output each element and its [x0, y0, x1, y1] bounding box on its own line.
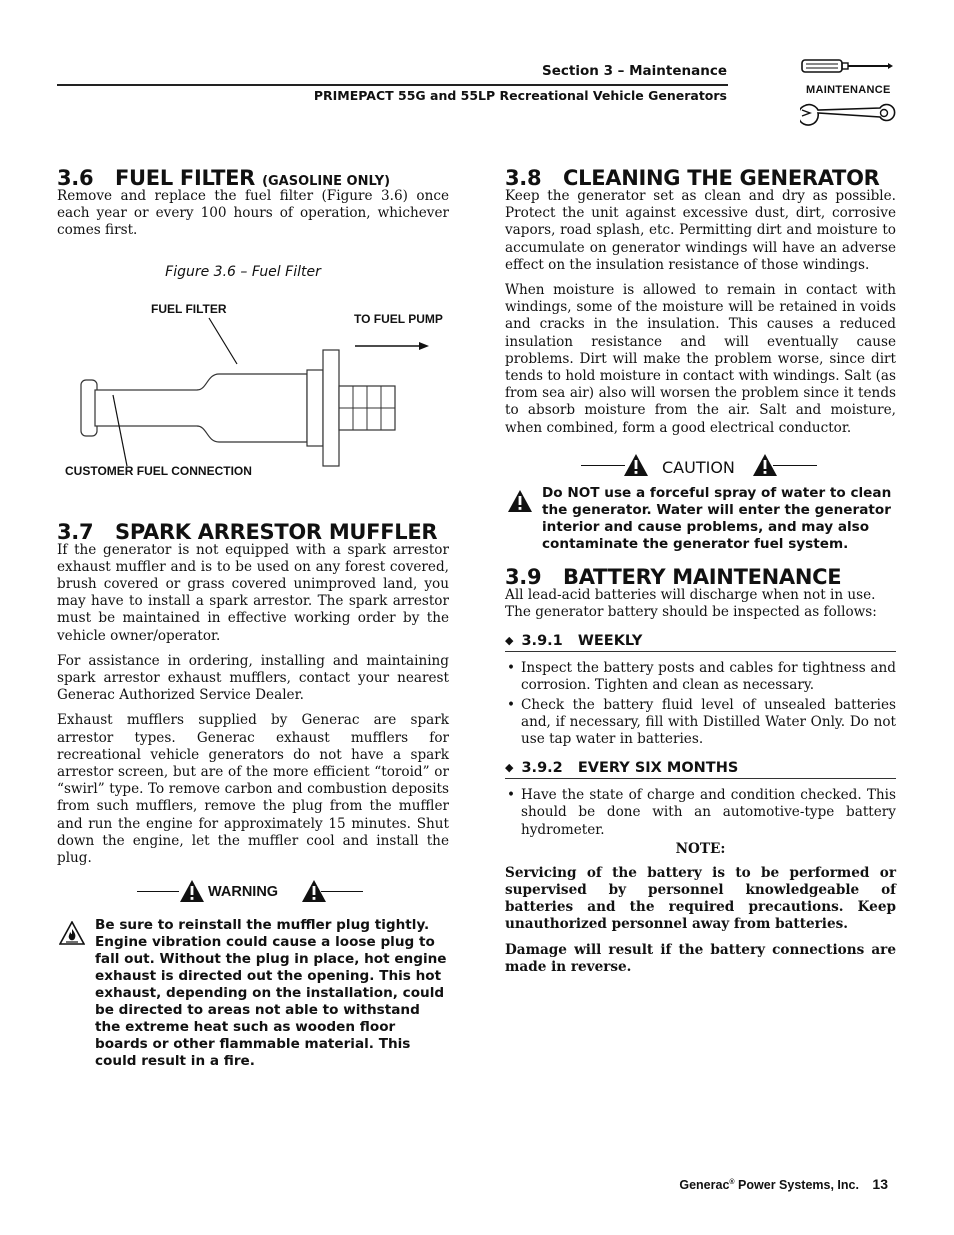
caution-heading: [505, 453, 896, 481]
list-item: • Check the battery fluid level of unsealed batteries and, if necessary, fill with Distilled Water Only. Do not use tap water in batteries.: [505, 697, 896, 749]
warning-heading: [57, 879, 449, 907]
section-3-7-p3: Exhaust mufflers supplied by Generac are spark arrestor types. Generac exhaust mufflers for recreational vehicle generators do not have a spark arrestor screen, but are of the more efficient “toroid” or “swirl” type. To remove carbon and combustion deposits from such mufflers, remove the plug from the muffler and run the engine for approximately 15 minutes. Shut down the engine, let the muffler cool and install the plug.: [57, 712, 449, 867]
caution-rule-left: [581, 465, 625, 466]
diamond-bullet-icon: ◆: [505, 761, 514, 775]
label-customer-connection: CUSTOMER FUEL CONNECTION: [65, 463, 252, 478]
caution-triangle-icon: [623, 453, 649, 477]
page-number: 13: [872, 1176, 888, 1192]
section-3-7-p1: If the generator is not equipped with a spark arrestor exhaust muffler and is to be used on any forest covered, brush covered or grass covered unimproved land, you may have to install a spark arrestor. The spark arrestor must be maintained in effective working order by the vehicle owner/operator.: [57, 541, 449, 644]
list-item: • Have the state of charge and condition checked. This should be done with an automotive-type battery hydrometer.: [505, 787, 896, 839]
section-3-9-intro: All lead-acid batteries will discharge when not in use. The generator battery should be inspected as follows:: [505, 586, 877, 621]
label-fuel-filter: FUEL FILTER: [151, 301, 227, 316]
section-3-7-p2: For assistance in ordering, installing and maintaining spark arrestor exhaust mufflers, contact your nearest Generac Authorized Service Dealer.: [57, 652, 449, 704]
section-number: 3.9: [505, 564, 542, 589]
maintenance-label: MAINTENANCE: [806, 84, 891, 96]
section-title: FUEL FILTER: [115, 166, 256, 190]
note-text-2: Damage will result if the battery connections are made in reverse.: [505, 941, 896, 975]
section-3-8-heading: [505, 166, 896, 190]
fire-hazard-icon: [59, 921, 85, 945]
section-3-9-heading: [505, 565, 896, 589]
maintenance-badge: [800, 56, 896, 128]
warning-block: [57, 917, 449, 1070]
footer-company-rest: Power Systems, Inc.: [734, 1178, 859, 1192]
footer: [679, 1176, 888, 1192]
screwdriver-icon: [800, 56, 896, 76]
caution-triangle-icon: [507, 489, 533, 513]
section-title: CLEANING THE GENERATOR: [563, 166, 880, 190]
weekly-list: [505, 660, 896, 748]
wrench-icon: [800, 100, 896, 126]
section-3-6-body: Remove and replace the fuel filter (Figure 3.6) once each year or every 100 hours of operation, whichever comes first.: [57, 188, 449, 239]
subsection-title: 3.9.2 EVERY SIX MONTHS: [521, 760, 739, 777]
subsection-weekly-heading: [505, 633, 896, 652]
header-rule: [57, 84, 728, 86]
list-item: • Inspect the battery posts and cables for tightness and corrosion. Tighten and clean as necessary.: [505, 660, 896, 694]
section-3-8-p1: Keep the generator set as clean and dry as possible. Protect the unit against excessive dust, dirt, corrosive vapors, road splash, etc. Permitting dirt and moisture to accumulate on generator windings will have an adverse effect on the insulation resistance of those windings.: [505, 188, 896, 273]
section-3-8-p2: When moisture is allowed to remain in contact with windings, some of the moisture will be retained in voids and cracks in the insulation. This causes a reduced insulation resistance and will eventually cause problems. Dirt will make the problem worse, since dirt tends to hold moisture in contact with windings. Salt (as from sea air) also will worsen the problem since it tends to absorb moisture from the air. Salt and moisture, when combined, form a good electrical conductor.: [505, 282, 896, 436]
section-qualifier: (GASOLINE ONLY): [262, 174, 391, 189]
section-number: 3.6: [57, 166, 94, 190]
registered-mark: ®: [729, 1178, 735, 1186]
section-3-7-heading: [57, 520, 449, 544]
right-column: [505, 166, 896, 976]
warning-text: Be sure to reinstall the muffler plug tightly. Engine vibration could cause a loose plug to fall out. Without the plug in place, hot engine exhaust is directed out the opening. This hot exhaust, depending on the installation, could be directed to areas not able to withstand the extreme heat such as wooden floor boards or other flammable material. This could result in a fire.: [95, 917, 447, 1070]
section-number: 3.7: [57, 519, 94, 544]
caution-block: [505, 485, 896, 553]
footer-company: Generac: [679, 1178, 730, 1192]
fuel-filter-figure: [57, 290, 449, 496]
subsection-title: 3.9.1 WEEKLY: [521, 633, 643, 650]
warning-rule-left: [137, 891, 179, 892]
caution-label: CAUTION: [662, 457, 735, 477]
left-column: [57, 166, 449, 1070]
header-section: Section 3 – Maintenance: [542, 63, 727, 79]
caution-text: Do NOT use a forceful spray of water to clean the generator. Water will enter the generator interior and cause problems, and may also contaminate the generator fuel system.: [542, 484, 892, 552]
section-number: 3.8: [505, 166, 542, 190]
caution-rule-right: [773, 465, 817, 466]
figure-caption: Figure 3.6 – Fuel Filter: [165, 263, 321, 280]
note-text-1: Servicing of the battery is to be performed or supervised by personnel knowledgeable of batteries and the required precautions. Keep unauthorized personnel away from batteries.: [505, 864, 896, 933]
subsection-six-months-heading: [505, 760, 896, 779]
section-title: SPARK ARRESTOR MUFFLER: [115, 519, 438, 544]
warning-rule-right: [321, 891, 363, 892]
header-product: PRIMEPACT 55G and 55LP Recreational Vehicle Generators: [313, 88, 727, 103]
label-to-fuel-pump: TO FUEL PUMP: [354, 311, 443, 326]
warning-triangle-icon: [179, 879, 205, 903]
warning-label: WARNING: [208, 884, 279, 901]
note-label: NOTE:: [675, 840, 726, 857]
diamond-bullet-icon: ◆: [505, 634, 514, 648]
section-title: BATTERY MAINTENANCE: [563, 564, 842, 589]
six-months-list: [505, 787, 896, 839]
section-3-6-heading: [57, 166, 449, 190]
